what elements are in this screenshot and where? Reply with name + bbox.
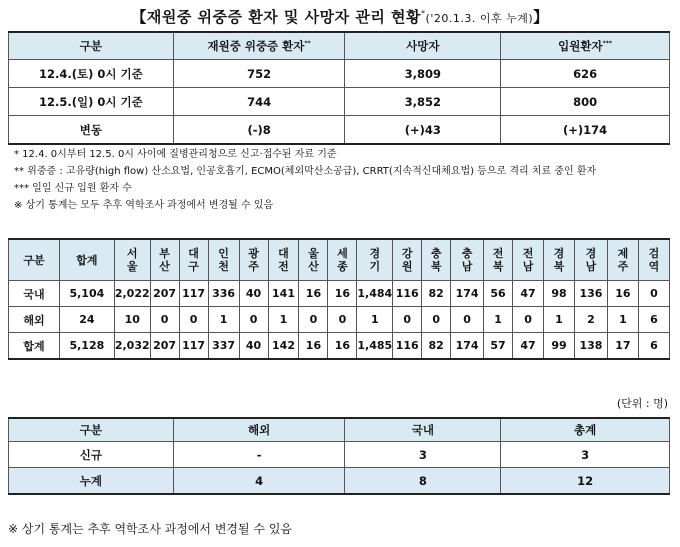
- header-region: 울 산: [299, 239, 328, 281]
- table-cell: (-)8: [173, 116, 345, 145]
- table-cell: 0: [513, 307, 544, 333]
- header-region: 전 남: [513, 239, 544, 281]
- table-cell: 752: [173, 60, 345, 88]
- table-cell: 3: [345, 442, 501, 468]
- table-cell: 800: [501, 88, 670, 116]
- table-cell: 2: [574, 307, 607, 333]
- table-row: [9, 442, 670, 468]
- table-row: [9, 281, 670, 307]
- header-region: 서 울: [114, 239, 150, 281]
- row-label: 해외: [9, 307, 60, 333]
- table-cell: 174: [451, 281, 484, 307]
- table-cell: 0: [393, 307, 422, 333]
- header-region: 광 주: [239, 239, 268, 281]
- note-3: *** 일일 신규 입원 환자 수: [14, 183, 132, 194]
- header-overseas: 해외: [173, 418, 345, 442]
- table-cell: 16: [328, 281, 357, 307]
- header-domestic: 국내: [345, 418, 501, 442]
- title-note: ('20.1.3. 이후 누계): [425, 12, 534, 25]
- row-label: 변동: [9, 116, 174, 145]
- row-label: 누계: [9, 468, 174, 495]
- table-cell: 1: [607, 307, 638, 333]
- header-category: 구분: [9, 239, 60, 281]
- table-cell: 2,022: [114, 281, 150, 307]
- table-cell: 16: [607, 281, 638, 307]
- header-admitted: 입원환자***: [501, 32, 670, 60]
- table-cell: 4: [173, 468, 345, 495]
- table-cell: 116: [393, 333, 422, 360]
- table-cell: 117: [179, 333, 208, 360]
- note-4: ※ 상기 통계는 모두 추후 역학조사 과정에서 변경될 수 있음: [14, 200, 274, 211]
- note-2: ** 위중증 : 고유량(high flow) 산소요법, 인공호흡기, ECMO(체외막산소공급), CRRT(지속적신대체요법) 등으로 격리 치료 중인 환자: [14, 166, 597, 177]
- table-cell: (+)174: [501, 116, 670, 145]
- row-label: 12.4.(토) 0시 기준: [9, 60, 174, 88]
- header-region: 대 전: [268, 239, 299, 281]
- table-cell: 6: [638, 307, 669, 333]
- table-cell: 99: [544, 333, 575, 360]
- header-region: 경 기: [357, 239, 393, 281]
- table-cell: 117: [179, 281, 208, 307]
- header-total: 총계: [501, 418, 670, 442]
- table-cell: 1: [484, 307, 513, 333]
- table-cell: 24: [59, 307, 114, 333]
- header-region: 경 남: [574, 239, 607, 281]
- header-deaths: 사망자: [345, 32, 501, 60]
- unit-label: (단위 : 명): [616, 397, 668, 410]
- note-1: * 12.4. 0시부터 12.5. 0시 사이에 질병관리청으로 신고·접수된 자료 기준: [14, 149, 337, 160]
- table-cell: 0: [638, 281, 669, 307]
- table-cell: 16: [328, 333, 357, 360]
- table-cell: 337: [208, 333, 239, 360]
- table-cell: 40: [239, 333, 268, 360]
- table-header-row: [9, 32, 670, 60]
- table-cell: 1: [357, 307, 393, 333]
- table-cell: 141: [268, 281, 299, 307]
- row-label: 신규: [9, 442, 174, 468]
- table-cell: 0: [299, 307, 328, 333]
- header-region: 강 원: [393, 239, 422, 281]
- table-cell: 1: [268, 307, 299, 333]
- table-cell: 0: [239, 307, 268, 333]
- table-cell: 0: [422, 307, 451, 333]
- table-cell: 16: [299, 281, 328, 307]
- table-cell: 2,032: [114, 333, 150, 360]
- table-cell: 3,809: [345, 60, 501, 88]
- header-region: 대 구: [179, 239, 208, 281]
- table-cell: 5,104: [59, 281, 114, 307]
- table-cell: 1,484: [357, 281, 393, 307]
- table-row: [9, 116, 670, 145]
- table-cell: 47: [513, 281, 544, 307]
- table-row: [9, 468, 670, 495]
- table-cell: 16: [299, 333, 328, 360]
- table-cell: 207: [150, 281, 179, 307]
- table-cell: 47: [513, 333, 544, 360]
- table-cell: 1: [544, 307, 575, 333]
- title-sup: *: [421, 9, 426, 18]
- row-label: 12.5.(일) 0시 기준: [9, 88, 174, 116]
- header-region: 세 종: [328, 239, 357, 281]
- table-cell: 0: [328, 307, 357, 333]
- title-main: 【재원중 위중증 환자 및 사망자 관리 현황: [131, 8, 422, 26]
- row-label: 국내: [9, 281, 60, 307]
- table-cell: 0: [451, 307, 484, 333]
- table-cell: 3,852: [345, 88, 501, 116]
- header-region: 검 역: [638, 239, 669, 281]
- table-cell: 10: [114, 307, 150, 333]
- page-title: [0, 6, 680, 27]
- table-cell: 17: [607, 333, 638, 360]
- table-cell: 82: [422, 281, 451, 307]
- table-row: [9, 60, 670, 88]
- table-cell: 57: [484, 333, 513, 360]
- table-cell: 174: [451, 333, 484, 360]
- table-cell: 207: [150, 333, 179, 360]
- table-cell: (+)43: [345, 116, 501, 145]
- table-cell: 116: [393, 281, 422, 307]
- table-cell: 98: [544, 281, 575, 307]
- table-header-row: [9, 239, 670, 281]
- header-region: 인 천: [208, 239, 239, 281]
- table-cell: 1,485: [357, 333, 393, 360]
- table-cell: 0: [150, 307, 179, 333]
- table-cell: 56: [484, 281, 513, 307]
- header-category: 구분: [9, 418, 174, 442]
- table-cell: -: [173, 442, 345, 468]
- header-region: 충 남: [451, 239, 484, 281]
- table-cell: 12: [501, 468, 670, 495]
- header-region: 부 산: [150, 239, 179, 281]
- table-cell: 744: [173, 88, 345, 116]
- table-cell: 1: [208, 307, 239, 333]
- table-header-row: [9, 418, 670, 442]
- table-cell: 3: [501, 442, 670, 468]
- table-cell: 626: [501, 60, 670, 88]
- table-row: [9, 88, 670, 116]
- footnote: ※ 상기 통계는 추후 역학조사 과정에서 변경될 수 있음: [8, 522, 293, 536]
- row-label: 합계: [9, 333, 60, 360]
- table-cell: 6: [638, 333, 669, 360]
- header-region: 경 북: [544, 239, 575, 281]
- table-cell: 142: [268, 333, 299, 360]
- status-table: [8, 31, 670, 145]
- table-cell: 82: [422, 333, 451, 360]
- table-cell: 0: [179, 307, 208, 333]
- table-row: [9, 307, 670, 333]
- table-cell: 40: [239, 281, 268, 307]
- header-region: 제 주: [607, 239, 638, 281]
- table-row: [9, 333, 670, 360]
- table-cell: 8: [345, 468, 501, 495]
- header-region: 전 북: [484, 239, 513, 281]
- header-critical: 재원중 위중증 환자**: [173, 32, 345, 60]
- table-cell: 136: [574, 281, 607, 307]
- header-region: 합계: [59, 239, 114, 281]
- header-region: 충 북: [422, 239, 451, 281]
- header-category: 구분: [9, 32, 174, 60]
- title-close: 】: [533, 8, 549, 26]
- region-table: [8, 238, 670, 360]
- table-cell: 138: [574, 333, 607, 360]
- overseas-table: [8, 417, 670, 495]
- table-cell: 5,128: [59, 333, 114, 360]
- table-cell: 336: [208, 281, 239, 307]
- notes: [14, 146, 596, 214]
